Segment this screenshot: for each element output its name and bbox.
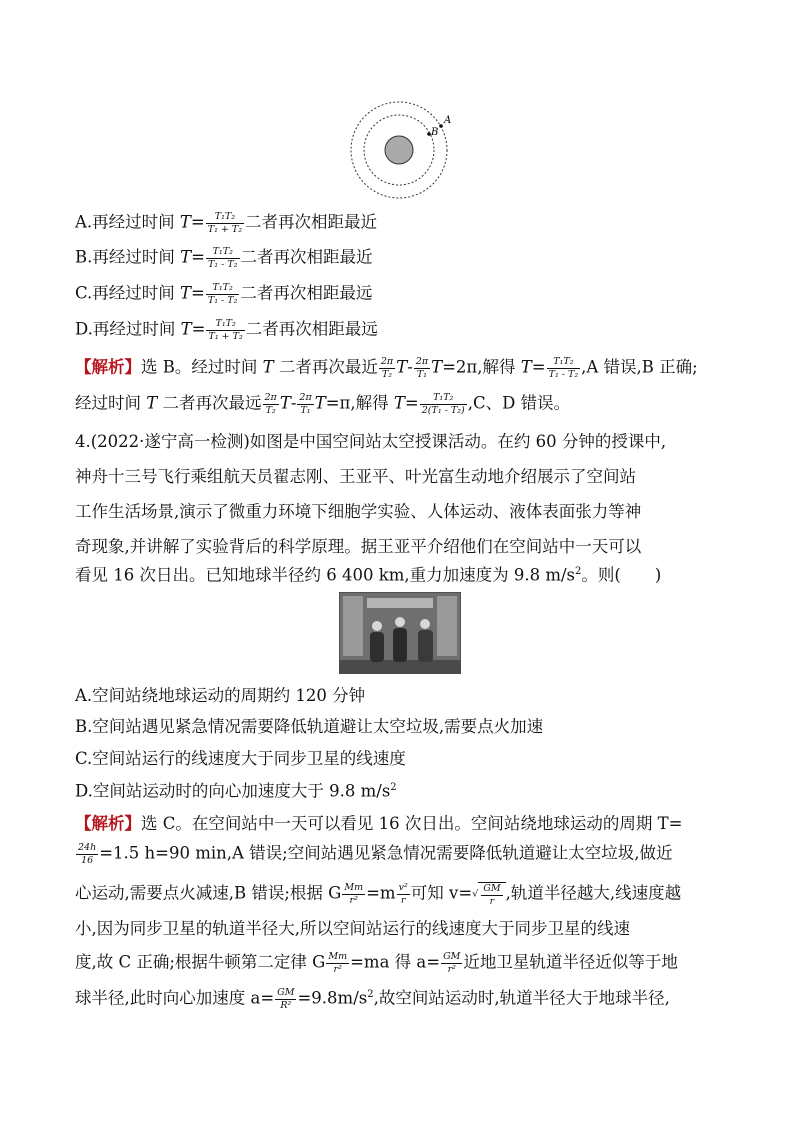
- option-d: D.再经过时间 T= $\frac{\text{T₁T₂}}{\text{T₁ + T₂}}$ 二者再次相距最远: [75, 318, 378, 342]
- q4-option-a: A.空间站绕地球运动的周期约 120 分钟: [75, 686, 366, 705]
- q4-option-c: C.空间站运行的线速度大于同步卫星的线速度: [75, 749, 406, 768]
- q4-line3: 工作生活场景,演示了微重力环境下细胞学实验、人体运动、液体表面张力等神: [75, 502, 642, 521]
- earth: [385, 136, 413, 164]
- q4-line5: 看见 16 次日出。已知地球半径约 6 400 km,重力加速度为 9.8 $m/s^2$。则( ): [75, 565, 662, 585]
- label-b: B: [431, 127, 439, 138]
- q4-line2: 神舟十三号飞行乘组航天员翟志刚、王亚平、叶光富生动地介绍展示了空间站: [75, 467, 636, 486]
- analysis4-line5: 度,故 C 正确;根据牛顿第二定律 G $\frac{Mm}{\text{r²}}$ =ma 得 a= $\frac{GM}{\text{r²}}$ 近地卫星轨道半径近似等于地: [75, 951, 678, 975]
- q4-option-d: D.空间站运动时的向心加速度大于 9.8 $m/s^2$: [75, 781, 397, 801]
- analysis4-line3: 心运动,需要点火减速,B 错误;根据 G $\frac{Mm}{\text{r²}}$ =m $\frac{\text{v²}}{r}$ 可知 v=√ $\frac{GM}{r}$ ,轨道半径越大,线速度越: [75, 882, 682, 907]
- analysis1-line1: 【解析】选 B。经过时间 T 二者再次最近 $\frac{2\pi}{\text{T₂}}$ T- $\frac{2\pi}{\text{T₁}}$ T=2π,解得 T= $\frac{\text{T₁T₂}}{\text{T₁ - T₂}}$ ,A 错误,B 正确;: [75, 356, 698, 380]
- analysis4-line4: 小,因为同步卫星的轨道半径大,所以空间站运行的线速度大于同步卫星的线速: [75, 919, 630, 938]
- orbit-diagram: [345, 100, 455, 200]
- option-a: A.再经过时间 T= $\frac{\text{T₁T₂}}{\text{T₁ + T₂}}$ 二者再次相距最近: [75, 211, 378, 235]
- satellite-a: [439, 124, 443, 128]
- option-c: C.再经过时间 T= $\frac{\text{T₁T₂}}{\text{T₁ - T₂}}$ 二者再次相距最远: [75, 282, 373, 306]
- analysis4-line2: $\frac{24h}{16}$ =1.5 h=90 min,A 错误;空间站遇见紧急情况需要降低轨道避让太空垃圾,做近: [78, 842, 673, 866]
- analysis4-line1: 【解析】选 C。在空间站中一天可以看见 16 次日出。空间站绕地球运动的周期 T=: [75, 814, 683, 833]
- q4-line4: 奇现象,并讲解了实验背后的科学原理。据王亚平介绍他们在空间站中一天可以: [75, 537, 642, 556]
- astronauts-photo: [339, 592, 461, 674]
- option-b: B.再经过时间 T= $\frac{\text{T₁T₂}}{\text{T₁ - T₂}}$ 二者再次相距最近: [75, 246, 373, 270]
- q4-line1: 4.(2022·遂宁高一检测)如图是中国空间站太空授课活动。在约 60 分钟的授课中,: [75, 432, 667, 451]
- label-a: A: [444, 115, 452, 126]
- analysis1-line2: 经过时间 T 二者再次最远 $\frac{2\pi}{\text{T₂}}$ T- $\frac{2\pi}{\text{T₁}}$ T=π,解得 T= $\frac{\text{T₁T₂}}{\text{2(T₁ - T₂)}}$ ,C、D 错误。: [75, 392, 571, 416]
- analysis4-line6: 球半径,此时向心加速度 a= $\frac{GM}{\text{R²}}$ $=9.8m/s^2$,故空间站运动时,轨道半径大于地球半径,: [75, 987, 670, 1011]
- analysis-tag: 【解析】: [75, 357, 141, 377]
- q4-option-b: B.空间站遇见紧急情况需要降低轨道避让太空垃圾,需要点火加速: [75, 717, 544, 736]
